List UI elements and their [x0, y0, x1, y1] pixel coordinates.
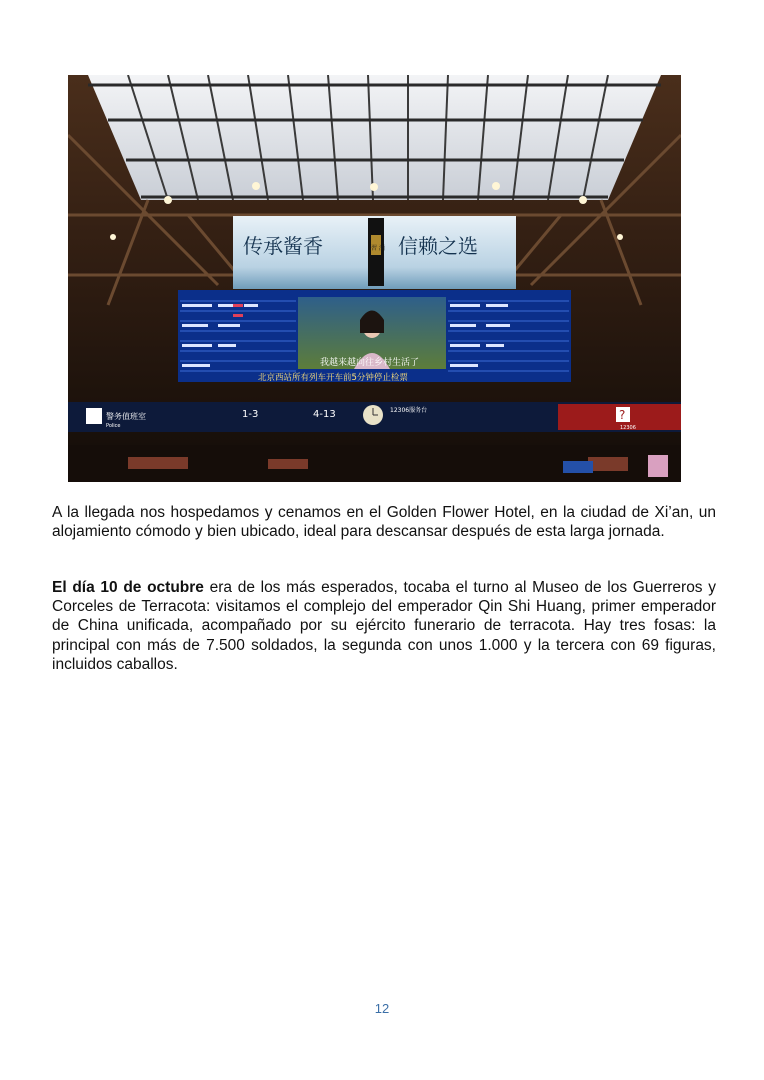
- help-sign: ?: [619, 408, 626, 422]
- paragraph-hotel-part-b: , en la ciudad de Xi’an: [530, 504, 689, 521]
- police-sign-en: Police: [106, 423, 121, 429]
- paragraph-terracotta-text: era de los más esperados, tocaba el turno al Museo de los Guerreros y Corceles de Terracota: visitamos el complejo del emperador Qin Shi Huang, primer emperador de China unificada, acompañado por su ejército funerario de terracota. Hay tres fosas: la principal con más de 7.500 soldados, la segunda con unos 1.000 y la tercera con 69 figuras, incluidos caballos.: [52, 579, 716, 673]
- ad-text-right: 信赖之选: [398, 234, 478, 258]
- train-station-photo: [68, 75, 681, 482]
- police-sign: 警务值班室: [106, 412, 146, 421]
- paragraph-hotel-part-a: A la llegada nos hospedamos y cenamos en el Golden Flower Hotel: [52, 504, 531, 521]
- ad-text-left: 传承酱香: [243, 234, 323, 258]
- screen-subtitle: 我越来越向往乡村生活了: [320, 358, 420, 368]
- service-number: 12306: [620, 425, 636, 431]
- paragraph-hotel: [52, 503, 716, 541]
- paragraph-terracotta: [52, 578, 716, 674]
- paragraph-terracotta-date: El día 10 de octubre: [52, 579, 204, 596]
- gates-center: 4-13: [313, 409, 336, 420]
- page-number: 12: [374, 1001, 390, 1016]
- signage-bar: [68, 402, 681, 432]
- ad-bottle-label: 習 酒: [371, 245, 385, 252]
- service-center-sign: 12306服务台: [390, 407, 428, 414]
- departure-board: [178, 290, 571, 383]
- gates-left: 1-3: [242, 409, 259, 420]
- ad-banner: [233, 216, 516, 289]
- paragraph-hotel-part-c: , un alojamiento cómodo y bien ubicado, ideal para descansar después de esta larga jornada.: [52, 504, 717, 541]
- screen-notice: 北京西站所有列车开车前5分钟停止检票: [258, 373, 408, 383]
